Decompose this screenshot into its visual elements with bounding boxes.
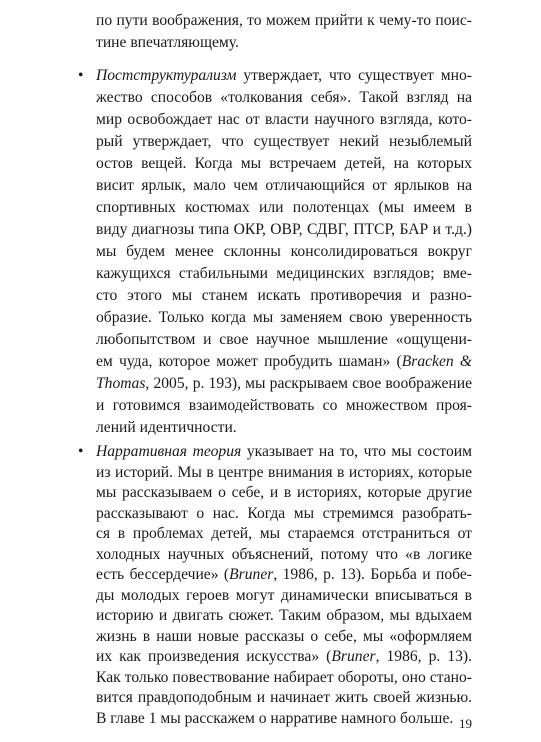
text-line: рассказывают о нас. Когда мы стремимся разобрать- bbox=[96, 504, 472, 522]
text-line: висит ярлык, мало чем отличающийся от ярлыков на bbox=[96, 177, 472, 194]
text-line: по пути воображения, то можем прийти к чему-то поис- bbox=[96, 12, 472, 29]
text-line: образие. Только когда мы заменяем свою уверенность bbox=[96, 309, 472, 326]
bullet: • bbox=[78, 443, 84, 460]
text-line: любопытством и свое научное мышление «ощущени- bbox=[96, 331, 472, 348]
text-line: жизнь в наши новые рассказы о себе, мы «оформляем bbox=[96, 627, 472, 645]
text-line bbox=[96, 351, 472, 373]
text-line: мы будем менее склонны консолидироваться вокруг bbox=[96, 243, 472, 260]
text-line: жество способов «толкования себя». Такой взгляд на bbox=[96, 89, 472, 106]
term-narrative-theory: Нарративная теория bbox=[96, 443, 242, 460]
text-span: , 1986, p. 13). Борьба и побе- bbox=[273, 566, 472, 583]
text-line bbox=[96, 564, 472, 586]
citation: Thomas bbox=[96, 375, 146, 392]
text-span: ем чуда, которое может пробудить шаман» ( bbox=[96, 353, 402, 370]
text-line: рый утверждает, что существует некий незыблемый bbox=[96, 133, 472, 150]
text-line: сто этого мы станем искать противоречия и разно- bbox=[96, 287, 472, 304]
bullet: • bbox=[78, 67, 84, 84]
text-line: виду диагнозы типа ОКР, ОВР, СДВГ, ПТСР, БАР и т.д.) bbox=[96, 221, 472, 238]
text-line: лений идентичности. bbox=[96, 419, 237, 436]
text-line: историю и двигать сюжет. Таким образом, мы вдыхаем bbox=[96, 607, 472, 624]
text-line: мы рассказываем о себе, и в историях, которые другие bbox=[96, 484, 472, 501]
text-span: , 2005, p. 193), мы раскрываем свое воображение bbox=[145, 375, 472, 392]
text-line: ся в проблемах детей, мы стараемся отстраниться от bbox=[96, 525, 472, 542]
text-span: указывает на то, что мы состоим bbox=[241, 443, 472, 460]
text-line: холодных научных объяснений, потому что «в логике bbox=[96, 545, 472, 563]
text-span: , 1986, p. 13). bbox=[375, 648, 472, 665]
text-span: утверждает, что существует мно- bbox=[236, 67, 472, 84]
text-line: остов вещей. Когда мы встречаем детей, на которых bbox=[96, 155, 472, 172]
text-line: тине впечатляющему. bbox=[96, 34, 239, 51]
text-line bbox=[96, 65, 472, 87]
text-line bbox=[96, 441, 472, 463]
text-line: мир освобождает нас от власти научного взгляда, кото- bbox=[96, 111, 472, 128]
citation: Bruner bbox=[331, 648, 376, 665]
text-line bbox=[96, 646, 472, 668]
text-span: есть бессердечие» ( bbox=[96, 566, 230, 583]
text-line: кажущихся стабильными медицинских взглядов; вме- bbox=[96, 265, 472, 282]
text-line: ды молодых героев могут динамически вписываться в bbox=[96, 586, 472, 604]
text-line: В главе 1 мы расскажем о нарративе намного больше. bbox=[96, 709, 454, 727]
text-span: их как произведения искусства» ( bbox=[96, 648, 332, 665]
text-line: Как только повествование набирает обороты, оно стано- bbox=[96, 668, 472, 686]
term-poststructuralism: Постструктурализм bbox=[96, 67, 237, 84]
text-line: из историй. Мы в центре внимания в историях, которые bbox=[96, 463, 472, 481]
page-number: 19 bbox=[459, 716, 472, 731]
text-line: вится правдоподобным и начинает жить своей жизнью. bbox=[96, 689, 472, 706]
text-line: и готовимся взаимодействовать со множеством проя- bbox=[96, 397, 472, 414]
text-line: спортивных костюмах или полотенцах (мы имеем в bbox=[96, 199, 472, 216]
citation: Bracken & bbox=[401, 353, 472, 370]
text-line bbox=[96, 373, 472, 395]
citation: Bruner bbox=[229, 566, 274, 583]
